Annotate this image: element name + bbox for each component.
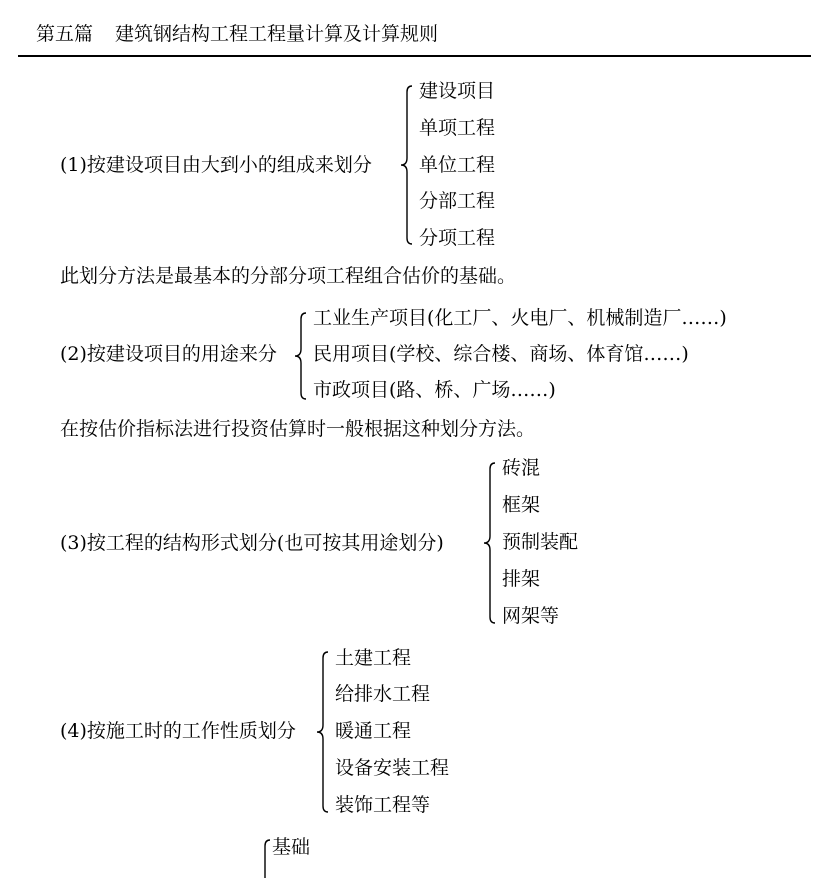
section2-label: (2)按建设项目的用途来分 (60, 343, 277, 365)
section1-item: 单位工程 (419, 154, 496, 176)
section3-item: 砖混 (502, 457, 541, 479)
section1-item: 分部工程 (419, 190, 496, 212)
section5-item: 基础 (272, 836, 311, 858)
section2-item: 工业生产项目(化工厂、火电厂、机械制造厂……) (313, 307, 727, 329)
section1-item: 单项工程 (419, 117, 496, 139)
section4-item: 设备安装工程 (335, 757, 450, 779)
section1-item: 分项工程 (419, 227, 496, 249)
chapter-label: 第五篇 (36, 23, 94, 45)
section1-item: 建设项目 (419, 80, 496, 102)
header-rule (18, 55, 811, 57)
section1-note: 此划分方法是最基本的分部分项工程组合估价的基础。 (60, 265, 517, 287)
section4-item: 土建工程 (335, 647, 412, 669)
section3-item: 网架等 (502, 605, 560, 627)
section1-brace (400, 84, 414, 246)
section3-brace (483, 461, 497, 625)
section3-label: (3)按工程的结构形式划分(也可按其用途划分) (60, 532, 444, 554)
section4-item: 给排水工程 (335, 683, 431, 705)
section4-item: 装饰工程等 (335, 794, 431, 816)
section4-label: (4)按施工时的工作性质划分 (60, 720, 296, 742)
section4-item: 暖通工程 (335, 720, 412, 742)
section4-brace (316, 650, 330, 814)
section1-label: (1)按建设项目由大到小的组成来划分 (60, 154, 372, 176)
section5-brace (258, 838, 272, 878)
section2-item: 民用项目(学校、综合楼、商场、体育馆……) (313, 343, 689, 365)
chapter-title: 建筑钢结构工程工程量计算及计算规则 (115, 23, 439, 45)
page-header (36, 22, 438, 46)
section3-item: 预制装配 (502, 531, 579, 553)
section2-item: 市政项目(路、桥、广场……) (313, 379, 556, 401)
section3-item: 框架 (502, 494, 541, 516)
section2-brace (294, 311, 308, 401)
section2-note: 在按估价指标法进行投资估算时一般根据这种划分方法。 (60, 418, 536, 440)
section3-item: 排架 (502, 568, 541, 590)
